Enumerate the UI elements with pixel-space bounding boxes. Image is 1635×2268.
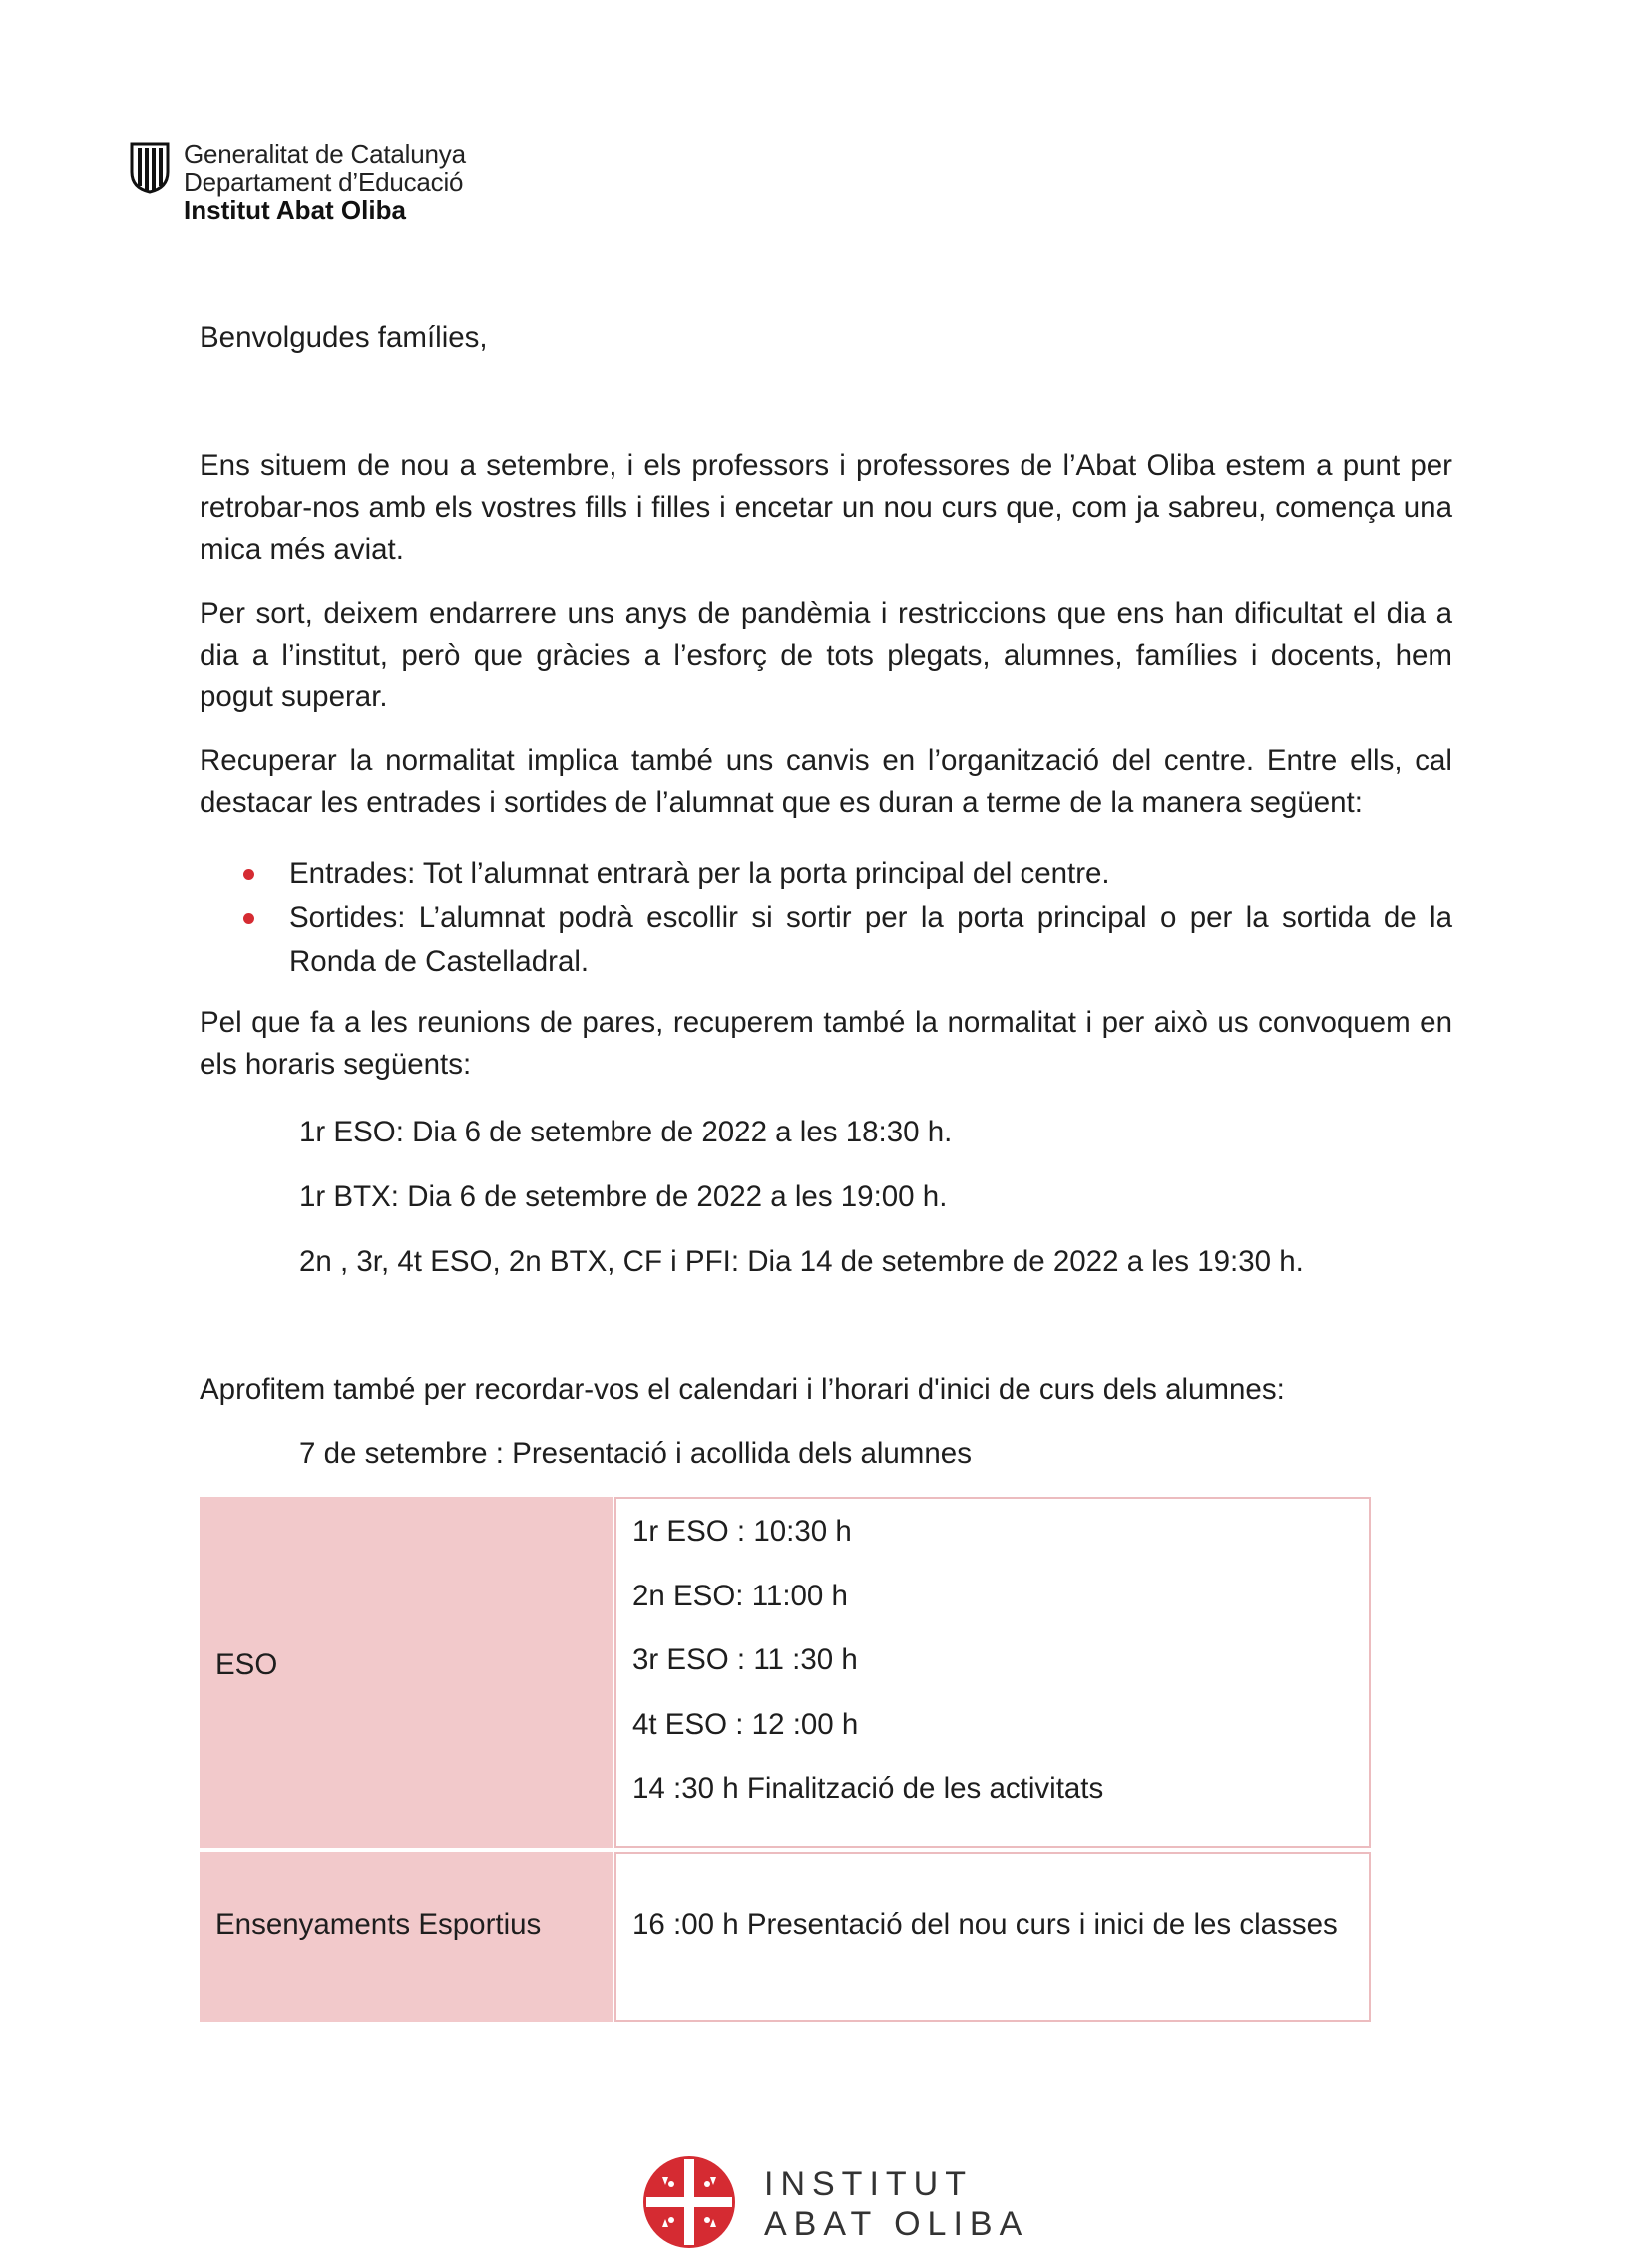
meeting-line: 1r ESO: Dia 6 de setembre de 2022 a les 18:30 h. <box>299 1116 953 1148</box>
row-label: Ensenyaments Esportius <box>215 1908 542 1941</box>
table-row <box>200 1852 1375 2022</box>
bullet-icon <box>243 913 254 924</box>
paragraph-pandemic: Per sort, deixem endarrere uns anys de pandèmia i restriccions que ens han dificultat el dia a dia a l’institut, però que gràcies a l’esforç de tots plegats, alumnes, famílies i docents, hem pogut superar. <box>200 597 1452 713</box>
greeting: Benvolgudes famílies, <box>200 321 488 354</box>
paragraph-organization: Recuperar la normalitat implica també uns canvis en l’organització del centre. Entre ells, cal destacar les entrades i sortides de l’alumnat que es duran a terme de la manera següent: <box>200 744 1452 819</box>
table-cell-label <box>200 1852 613 2022</box>
paragraph-meetings: Pel que fa a les reunions de pares, recuperem també la normalitat i per això us convoquem en els horaris següents: <box>200 1006 1452 1081</box>
time-entry: 14 :30 h Finalització de les activitats <box>632 1772 1104 1805</box>
time-entry: 4t ESO : 12 :00 h <box>632 1708 859 1741</box>
letterhead-department: Departament d’Educació <box>184 167 464 197</box>
footer-logo <box>642 2155 1029 2251</box>
time-entry: 3r ESO : 11 :30 h <box>632 1643 858 1676</box>
generalitat-emblem-icon <box>128 142 172 194</box>
meeting-line: 2n , 3r, 4t ESO, 2n BTX, CF i PFI: Dia 14 de setembre de 2022 a les 19:30 h. <box>299 1245 1304 1278</box>
time-entry: 1r ESO : 10:30 h <box>632 1515 852 1548</box>
table-cell-times <box>614 1852 1371 2022</box>
time-entry: 2n ESO: 11:00 h <box>632 1580 848 1612</box>
list-item-text: Entrades: Tot l’alumnat entrarà per la porta principal del centre. <box>289 857 1110 890</box>
list-item <box>200 896 1452 984</box>
time-entry: 16 :00 h Presentació del nou curs i inici de les classes <box>632 1908 1338 1941</box>
letterhead-text <box>184 140 466 224</box>
paragraph-calendar: Aprofitem també per recordar-vos el calendari i l’horari d'inici de curs dels alumnes: <box>200 1373 1285 1406</box>
meeting-line: 1r BTX: Dia 6 de setembre de 2022 a les 19:00 h. <box>299 1180 948 1213</box>
footer-word-institut: INSTITUT <box>764 2165 973 2203</box>
letterhead-government: Generalitat de Catalunya <box>184 139 466 169</box>
footer-word-abat-oliba: ABAT OLIBA <box>764 2205 1029 2243</box>
entry-exit-list <box>200 852 1452 984</box>
calendar-date-line: 7 de setembre : Presentació i acollida dels alumnes <box>299 1437 972 1470</box>
institute-cross-logo-icon <box>642 2155 736 2249</box>
list-item <box>200 852 1452 896</box>
list-item-text: Sortides: L’alumnat podrà escollir si sortir per la porta principal o per la sortida de la Ronda de Castelladral. <box>289 901 1452 978</box>
bullet-icon <box>243 869 254 880</box>
row-label: ESO <box>215 1648 278 1681</box>
table-cell-times <box>614 1497 1371 1848</box>
letterhead-institute: Institut Abat Oliba <box>184 195 406 225</box>
paragraph-intro: Ens situem de nou a setembre, i els professors i professores de l’Abat Oliba estem a punt per retrobar-nos amb els vostres fills i filles i encetar un nou curs que, com ja sabreu, comença una mica més aviat. <box>200 449 1452 566</box>
table-cell-label <box>200 1497 613 1848</box>
table-row <box>200 1497 1375 1848</box>
letterhead <box>128 140 547 231</box>
